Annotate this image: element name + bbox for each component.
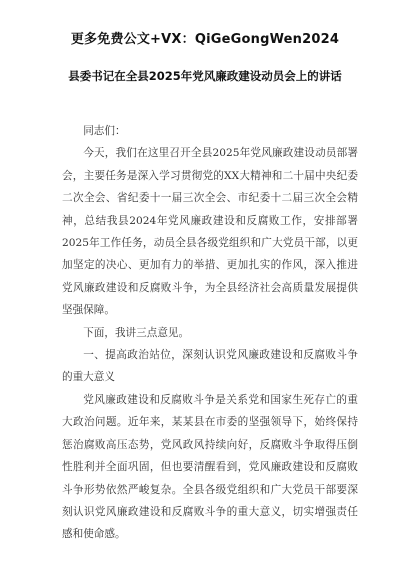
paragraph-section-1: 党风廉政建设和反腐败斗争是关系党和国家生死存亡的重大政治问题。近年来，某某县在市委的坚强领导下，始终保持惩治腐败高压态势，党风政风持续向好，反腐败斗争取得压倒性胜利并全面巩固，但也要清醒看到，党风廉政建设和反腐败斗争形势依然严峻复杂。全县各级党组织和广大党员干部要深刻认识党风廉政建设和反腐败斗争的重大意义，切实增强责任感和使命感。 <box>62 393 358 541</box>
document-body <box>62 120 358 546</box>
watermark-text: 更多免费公文+VX：QiGeGongWen2024 <box>70 32 340 47</box>
document-title: 县委书记在全县2025年党风廉政建设动员会上的讲话 <box>68 69 342 83</box>
paragraph-opening: 今天，我们在这里召开全县2025年党风廉政建设动员部署会，主要任务是深入学习贯彻党的XX大精神和二十届中央纪委二次全会、省纪委十一届三次全会、市纪委十二届三次全会精神，总结我县2024年党风廉政建设和反腐败工作，安排部署2025年工作任务，动员全县各级党组织和广大党员干部，以更加坚定的决心、更加有力的举措、更加扎实的作风，深入推进党风廉政建设和反腐败斗争，为全县经济社会高质量发展提供坚强保障。 <box>62 147 358 317</box>
paragraph-intro-points: 下面，我讲三点意见。 <box>83 326 190 339</box>
section-heading-1: 一、提高政治站位，深刻认识党风廉政建设和反腐败斗争的重大意义 <box>62 349 358 384</box>
salutation: 同志们： <box>83 125 126 137</box>
